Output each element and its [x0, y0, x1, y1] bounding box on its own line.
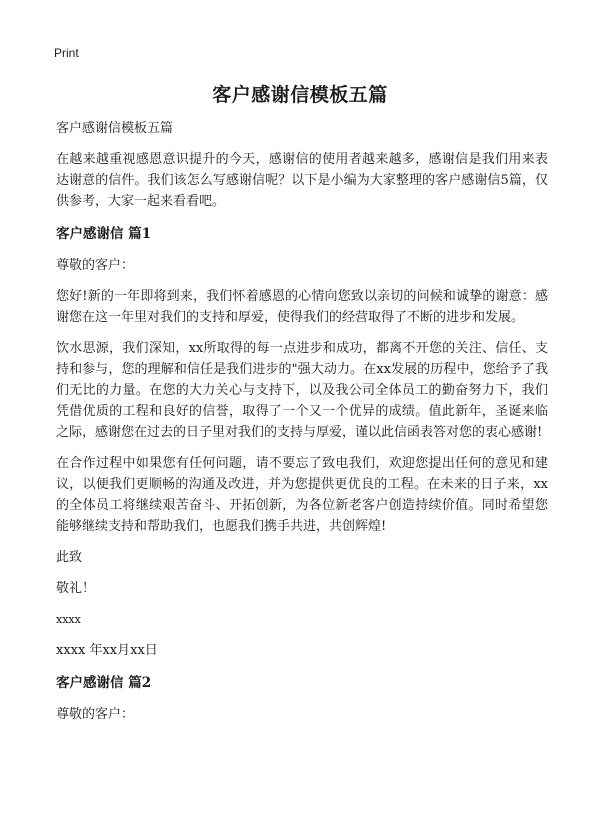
- paragraph-1: 您好!新的一年即将到来，我们怀着感恩的心情向您致以亲切的问候和诚挚的谢意：感谢您在这一年里对我们的支持和厚爱，使得我们的经营取得了不断的进步和发展。: [56, 289, 548, 325]
- greeting-1: 尊敬的客户：: [56, 258, 135, 273]
- greeting-2: 尊敬的客户：: [56, 707, 135, 722]
- closing-line-1: 此致: [56, 550, 83, 565]
- document-body: [56, 118, 548, 735]
- section-heading-2: 客户感谢信 篇2: [56, 675, 152, 691]
- page-title: 客户感谢信模板五篇: [212, 84, 388, 106]
- section-heading-1: 客户感谢信 篇1: [56, 226, 152, 242]
- intro-paragraph: 在越来越重视感恩意识提升的今天，感谢信的使用者越来越多，感谢信是我们用来表达谢意的信件。我们该怎么写感谢信呢？以下是小编为大家整理的客户感谢信5篇，仅供参考，大家一起来看看吧。: [56, 152, 548, 209]
- date-line: xxxx 年xx月xx日: [56, 643, 158, 658]
- paragraph-3: 在合作过程中如果您有任何问题，请不要忘了致电我们，欢迎您提出任何的意见和建议，以便我们更顺畅的沟通及改进，并为您提供更优良的工程。在未来的日子来，xx的全体员工将继续艰苦奋斗、开拓创新，为各位新老客户创造持续价值。同时希望您能够继续支持和帮助我们，也愿我们携手共进，共创辉煌!: [56, 456, 548, 534]
- closing-line-2: 敬礼！: [56, 581, 96, 596]
- print-link[interactable]: Print: [54, 46, 79, 60]
- document-subtitle: 客户感谢信模板五篇: [56, 121, 174, 136]
- paragraph-2: 饮水思源，我们深知，xx所取得的每一点进步和成功，都离不开您的关注、信任、支持和参与，您的理解和信任是我们进步的"强大动力。在xx发展的历程中，您给予了我们无比的力量。在您的大力关心与支持下，以及我公司全体员工的勤奋努力下，我们凭借优质的工程和良好的信誉，取得了一个又一个优异的成绩。值此新年，圣诞来临之际，感谢您在过去的日子里对我们的支持与厚爱，谨以此信函表答对您的衷心感谢!: [56, 341, 548, 440]
- signature: xxxx: [56, 613, 81, 626]
